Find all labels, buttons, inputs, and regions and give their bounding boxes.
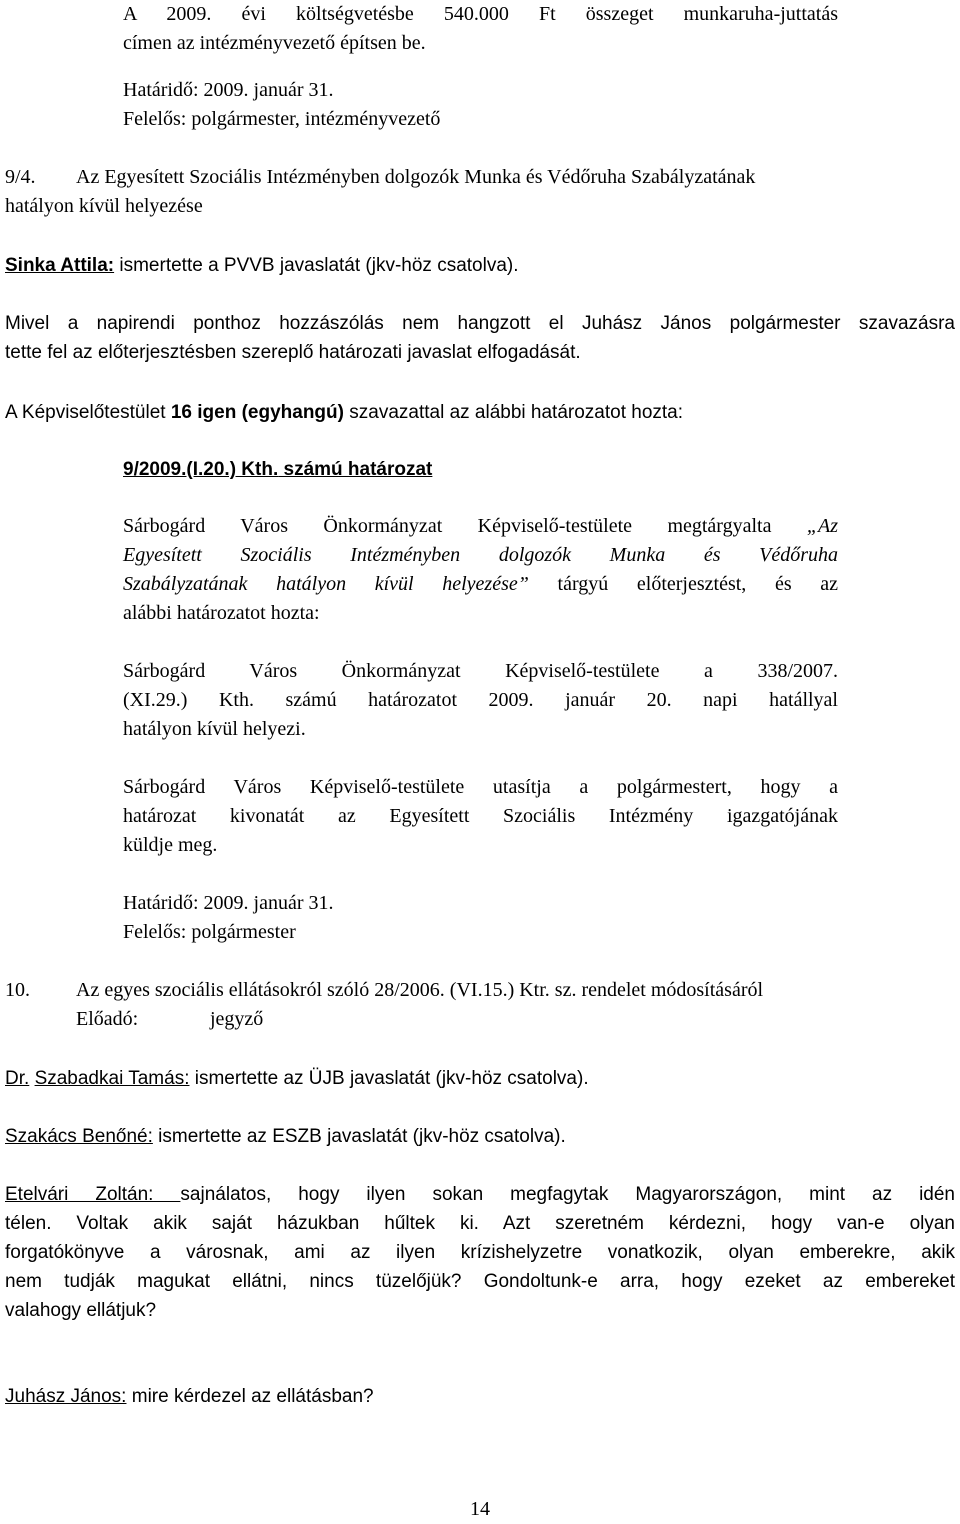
- vote-result: A Képviselőtestület 16 igen (egyhangú) szavazattal az alábbi határozatot hozta:: [5, 402, 684, 423]
- speaker-name: Szabadkai Tamás:: [34, 1068, 190, 1089]
- vote-count: 16 igen (egyhangú): [170, 402, 344, 423]
- top-line-2: címen az intézményvezető építsen be.: [123, 32, 426, 54]
- vote-intro-paragraph: [5, 309, 955, 367]
- speaker-juhasz-paragraph: [5, 1382, 374, 1411]
- top-deadline: Határidő: 2009. január 31.: [123, 79, 334, 101]
- item-9-4-title-line-1: Az Egyesített Szociális Intézményben dolgozók Munka és Védőruha Szabályzatának: [76, 166, 756, 188]
- resolution-number: 9/2009.(I.20.) Kth.: [123, 459, 279, 480]
- resolution-responsible: Felelős: polgármester: [123, 921, 296, 943]
- item-10-number: 10.: [5, 979, 30, 1001]
- item-9-4-title-line-2: hatályon kívül helyezése: [5, 195, 203, 217]
- speaker-etelvari-paragraph: Etelvári Zoltán: sajnálatos, hogy ilyen sokan megfagytak Magyarországon, mint az idén télen. Voltak akik saját házukban hűltek ki. Azt szeretném kérdezni, hogy van-e olyan forgatókönyve a városnak, ami az ilyen krízishelyzetre vonatkozik, olyan emberekre, akik nem tudják magukat ellátni, nincs tüzelőjük? Gondoltunk-e arra, hogy ezeket az embereket valahogy ellátjuk?: [5, 1184, 955, 1321]
- resolution-paragraph-3: Sárbogárd Város Képviselő-testülete utasítja a polgármestert, hogy a határozat kivonatát az Egyesített Szociális Intézmény igazgatójának küldje meg.: [123, 776, 838, 856]
- resolution-paragraph-2: Sárbogárd Város Önkormányzat Képviselő-testülete a 338/2007. (XI.29.) Kth. számú határozatot 2009. január 20. napi hatállyal hatályon kívül helyezi.: [123, 660, 838, 740]
- speaker-text: ismertette az ESZB javaslatát (jkv-höz csatolva).: [152, 1126, 566, 1147]
- speaker-title: Dr.: [5, 1068, 30, 1089]
- speaker-text: ismertette a PVVB javaslatát (jkv-höz csatolva).: [114, 255, 519, 276]
- top-responsible: Felelős: polgármester, intézményvezető: [123, 108, 441, 130]
- item-10-presenter: jegyző: [210, 1008, 264, 1030]
- vote-intro-line-1: Mivel a napirendi ponthoz hozzászólás nem hangzott el Juhász János polgármester szavazásra: [5, 313, 955, 334]
- speaker-name: Etelvári Zoltán:: [5, 1184, 181, 1205]
- item-10-presenter-label: Előadó:: [76, 1008, 139, 1030]
- page-number: 14: [470, 1498, 490, 1520]
- item-10-title: Az egyes szociális ellátásokról szóló 28/2006. (VI.15.) Ktr. sz. rendelet módosításáról: [76, 979, 764, 1001]
- speaker-text: ismertette az ÜJB javaslatát (jkv-höz csatolva).: [189, 1068, 589, 1089]
- resolution-heading: [123, 455, 432, 484]
- speaker-sinka-paragraph: [5, 251, 519, 280]
- speaker-name: Juhász János:: [5, 1386, 127, 1407]
- speaker-text: mire kérdezel az ellátásban?: [126, 1386, 374, 1407]
- resolution-label: számú határozat: [278, 459, 433, 480]
- vote-intro-line-2: tette fel az előterjesztésben szereplő határozati javaslat elfogadását.: [5, 342, 581, 363]
- speaker-szabadkai-paragraph: [5, 1064, 589, 1093]
- speaker-name: Sinka Attila:: [5, 255, 115, 276]
- resolution-paragraph-1: Sárbogárd Város Önkormányzat Képviselő-testülete megtárgyalta „Az Egyesített Szociális Intézményben dolgozók Munka és Védőruha Szabályzatának hatályon kívül helyezése” tárgyú előterjesztést, és az alábbi határozatot hozta:: [123, 515, 839, 624]
- speaker-name: Szakács Benőné:: [5, 1126, 153, 1147]
- top-line-1: A 2009. évi költségvetésbe 540.000 Ft összeget munkaruha-juttatás: [123, 3, 838, 25]
- speaker-szakacs-paragraph: [5, 1122, 566, 1151]
- item-9-4-number: 9/4.: [5, 166, 36, 188]
- top-paragraph: [123, 0, 838, 58]
- resolution-deadline: Határidő: 2009. január 31.: [123, 892, 334, 914]
